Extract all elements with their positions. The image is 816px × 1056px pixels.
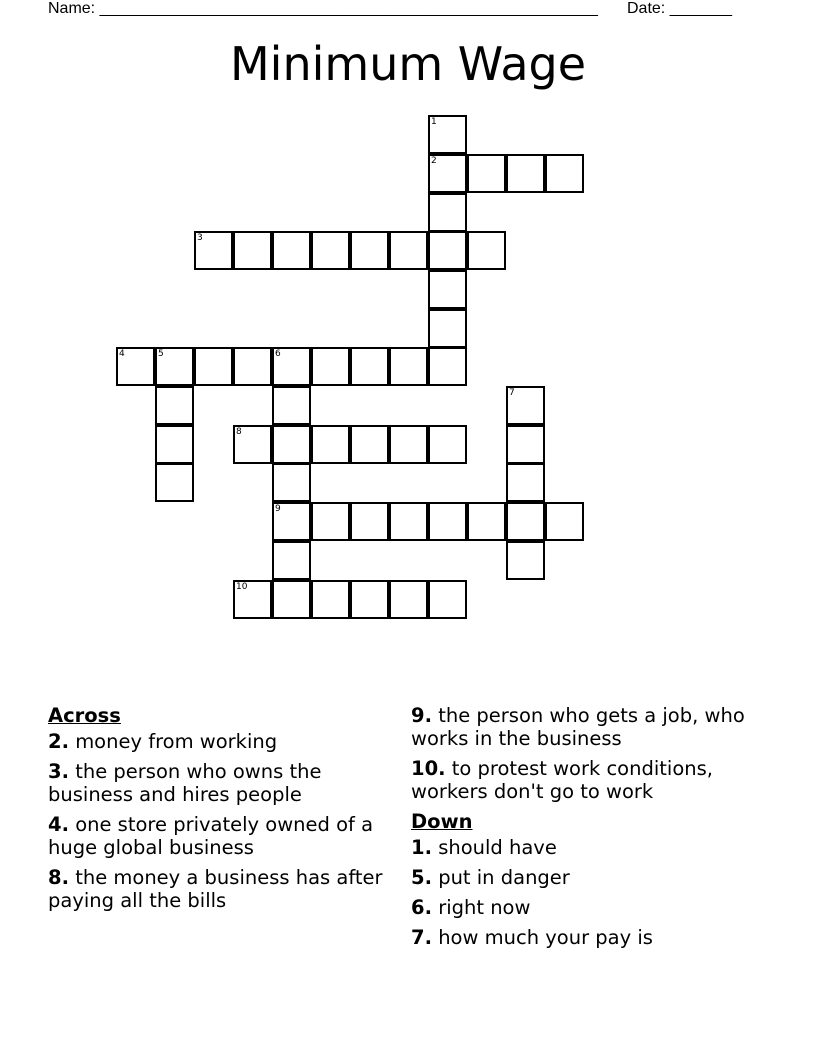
grid-cell[interactable] bbox=[389, 580, 428, 619]
grid-cell[interactable] bbox=[155, 386, 194, 425]
clue-number: 7. bbox=[411, 926, 432, 949]
grid-cell[interactable] bbox=[272, 541, 311, 580]
grid-cell[interactable] bbox=[350, 502, 389, 541]
grid-cell[interactable] bbox=[233, 347, 272, 386]
clue-text: the person who gets a job, who works in the business bbox=[411, 704, 745, 750]
cell-number: 5 bbox=[158, 349, 164, 359]
clue-across-2 bbox=[48, 730, 388, 753]
grid-cell[interactable] bbox=[311, 580, 350, 619]
grid-cell[interactable] bbox=[233, 425, 272, 464]
clue-text: put in danger bbox=[438, 866, 570, 889]
clue-text: should have bbox=[438, 836, 557, 859]
grid-cell[interactable] bbox=[389, 502, 428, 541]
grid-cell[interactable] bbox=[506, 425, 545, 464]
clue-text: the person who owns the business and hires people bbox=[48, 760, 322, 806]
cell-number: 3 bbox=[197, 233, 203, 243]
cell-number: 8 bbox=[236, 427, 242, 437]
grid-cell[interactable] bbox=[311, 347, 350, 386]
grid-cell[interactable] bbox=[428, 115, 467, 154]
clue-number: 3. bbox=[48, 760, 69, 783]
grid-cell[interactable] bbox=[272, 347, 311, 386]
grid-cell[interactable] bbox=[428, 580, 467, 619]
grid-cell[interactable] bbox=[272, 580, 311, 619]
grid-cell[interactable] bbox=[350, 425, 389, 464]
grid-cell[interactable] bbox=[545, 502, 584, 541]
grid-cell[interactable] bbox=[389, 425, 428, 464]
grid-cell[interactable] bbox=[155, 347, 194, 386]
across-heading: Across bbox=[48, 704, 121, 727]
clue-text: to protest work conditions, workers don't go to work bbox=[411, 757, 713, 803]
grid-cell[interactable] bbox=[506, 463, 545, 502]
grid-cell[interactable] bbox=[311, 502, 350, 541]
clue-number: 9. bbox=[411, 704, 432, 727]
grid-cell[interactable] bbox=[467, 502, 506, 541]
clue-down-7 bbox=[411, 926, 771, 949]
grid-cell[interactable] bbox=[233, 580, 272, 619]
clue-text: the money a business has after paying all the bills bbox=[48, 866, 383, 912]
grid-cell[interactable] bbox=[233, 231, 272, 270]
grid-cell[interactable] bbox=[194, 347, 233, 386]
clues-column-right bbox=[411, 704, 771, 956]
grid-cell[interactable] bbox=[389, 231, 428, 270]
grid-cell[interactable] bbox=[506, 154, 545, 193]
grid-cell[interactable] bbox=[272, 231, 311, 270]
clue-text: how much your pay is bbox=[438, 926, 653, 949]
clue-number: 2. bbox=[48, 730, 69, 753]
cell-number: 2 bbox=[431, 156, 437, 166]
clue-text: one store privately owned of a huge global business bbox=[48, 813, 374, 859]
cell-number: 4 bbox=[119, 349, 125, 359]
grid-cell[interactable] bbox=[428, 347, 467, 386]
grid-cell[interactable] bbox=[116, 347, 155, 386]
name-field[interactable]: Name: ________________________________________________________ bbox=[48, 0, 598, 17]
grid-cell[interactable] bbox=[272, 425, 311, 464]
grid-cell[interactable] bbox=[311, 425, 350, 464]
grid-cell[interactable] bbox=[506, 502, 545, 541]
clue-across-9 bbox=[411, 704, 771, 750]
clue-across-8 bbox=[48, 866, 388, 912]
cell-number: 6 bbox=[275, 349, 281, 359]
grid-cell[interactable] bbox=[428, 425, 467, 464]
cell-number: 1 bbox=[431, 117, 437, 127]
date-field[interactable]: Date: _______ bbox=[627, 0, 732, 17]
clue-down-6 bbox=[411, 896, 771, 919]
grid-cell[interactable] bbox=[467, 231, 506, 270]
grid-cell[interactable] bbox=[545, 154, 584, 193]
grid-cell[interactable] bbox=[428, 270, 467, 309]
grid-cell[interactable] bbox=[428, 154, 467, 193]
clue-number: 1. bbox=[411, 836, 432, 859]
clue-across-4 bbox=[48, 813, 388, 859]
grid-cell[interactable] bbox=[350, 231, 389, 270]
cell-number: 7 bbox=[509, 388, 515, 398]
clue-number: 8. bbox=[48, 866, 69, 889]
clue-number: 4. bbox=[48, 813, 69, 836]
grid-cell[interactable] bbox=[428, 309, 467, 348]
clue-text: money from working bbox=[75, 730, 278, 753]
cell-number: 9 bbox=[275, 504, 281, 514]
grid-cell[interactable] bbox=[506, 541, 545, 580]
grid-cell[interactable] bbox=[194, 231, 233, 270]
grid-cell[interactable] bbox=[155, 463, 194, 502]
grid-cell[interactable] bbox=[350, 347, 389, 386]
clue-number: 5. bbox=[411, 866, 432, 889]
clues-column-left bbox=[48, 704, 388, 919]
grid-cell[interactable] bbox=[155, 425, 194, 464]
cell-number: 10 bbox=[236, 582, 248, 592]
grid-cell[interactable] bbox=[428, 502, 467, 541]
clue-across-10 bbox=[411, 757, 771, 803]
clue-down-5 bbox=[411, 866, 771, 889]
grid-cell[interactable] bbox=[428, 231, 467, 270]
clue-number: 6. bbox=[411, 896, 432, 919]
grid-cell[interactable] bbox=[506, 386, 545, 425]
page-title: Minimum Wage bbox=[229, 37, 587, 91]
down-heading: Down bbox=[411, 810, 473, 833]
grid-cell[interactable] bbox=[272, 502, 311, 541]
grid-cell[interactable] bbox=[350, 580, 389, 619]
clue-down-1 bbox=[411, 836, 771, 859]
grid-cell[interactable] bbox=[389, 347, 428, 386]
grid-cell[interactable] bbox=[311, 231, 350, 270]
clue-across-3 bbox=[48, 760, 388, 806]
grid-cell[interactable] bbox=[467, 154, 506, 193]
grid-cell[interactable] bbox=[428, 193, 467, 232]
grid-cell[interactable] bbox=[272, 463, 311, 502]
grid-cell[interactable] bbox=[272, 386, 311, 425]
clue-text: right now bbox=[438, 896, 531, 919]
clue-number: 10. bbox=[411, 757, 446, 780]
